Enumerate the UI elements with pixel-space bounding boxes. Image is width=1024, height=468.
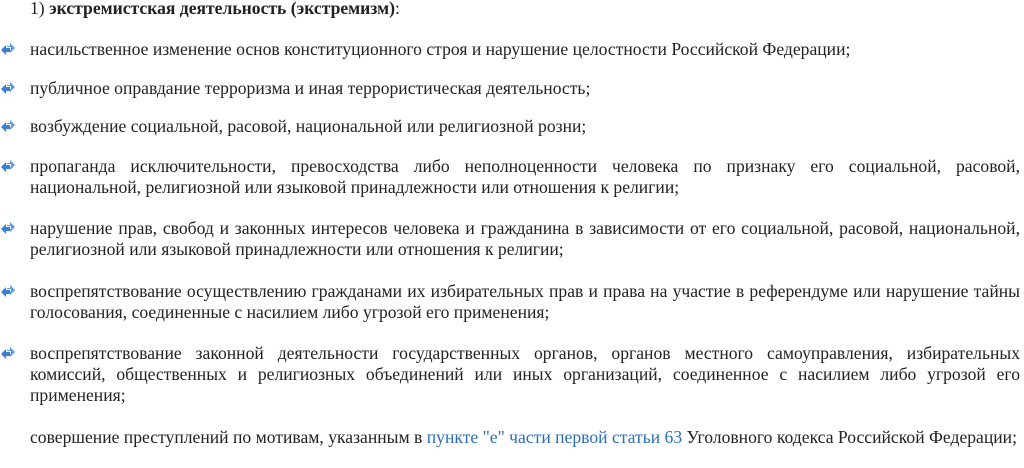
link-arrows-icon[interactable]	[0, 120, 16, 132]
list-item: насильственное изменение основ конституционного строя и нарушение целостности Российской Федерации;	[30, 39, 851, 59]
item-number: 1)	[30, 0, 45, 18]
link-arrows-icon[interactable]	[0, 160, 16, 172]
list-item: воспрепятствование осуществлению гражданами их избирательных прав и права на участие в референдуме или нарушение тайны голосования, соединенные с насилием либо угрозой его применения;	[30, 281, 1020, 322]
defined-term: экстремистская деятельность (экстремизм)	[49, 0, 395, 18]
definition-heading	[30, 0, 400, 19]
item-text-before-link: совершение преступлений по мотивам, указанным в	[30, 427, 427, 447]
heading-colon: :	[394, 0, 400, 18]
item-text-after-link: Уголовного кодекса Российской Федерации;	[682, 427, 1017, 447]
link-arrows-icon[interactable]	[0, 43, 16, 55]
link-arrows-icon[interactable]	[0, 347, 16, 359]
list-item: публичное оправдание терроризма и иная террористическая деятельность;	[30, 78, 591, 98]
list-item: нарушение прав, свобод и законных интересов человека и гражданина в зависимости от его социальной, расовой, национальной, религиозной или языковой принадлежности или отношения к религии;	[30, 218, 1020, 259]
list-item: воспрепятствование законной деятельности государственных органов, органов местного самоуправления, избирательных комиссий, общественных и религиозных объединений или иных организаций, соединенное с насилием либо угрозой его применения;	[30, 343, 1020, 405]
list-item: возбуждение социальной, расовой, национальной или религиозной розни;	[30, 116, 587, 136]
link-arrows-icon[interactable]	[0, 285, 16, 297]
list-item-with-link	[30, 427, 1020, 448]
list-item: пропаганда исключительности, превосходства либо неполноценности человека по признаку его социальной, расовой, национальной, религиозной или языковой принадлежности или отношения к религии;	[30, 156, 1020, 197]
statute-reference-link[interactable]: пункте "е" части первой статьи 63	[426, 427, 683, 447]
link-arrows-icon[interactable]	[0, 222, 16, 234]
link-arrows-icon[interactable]	[0, 82, 16, 94]
